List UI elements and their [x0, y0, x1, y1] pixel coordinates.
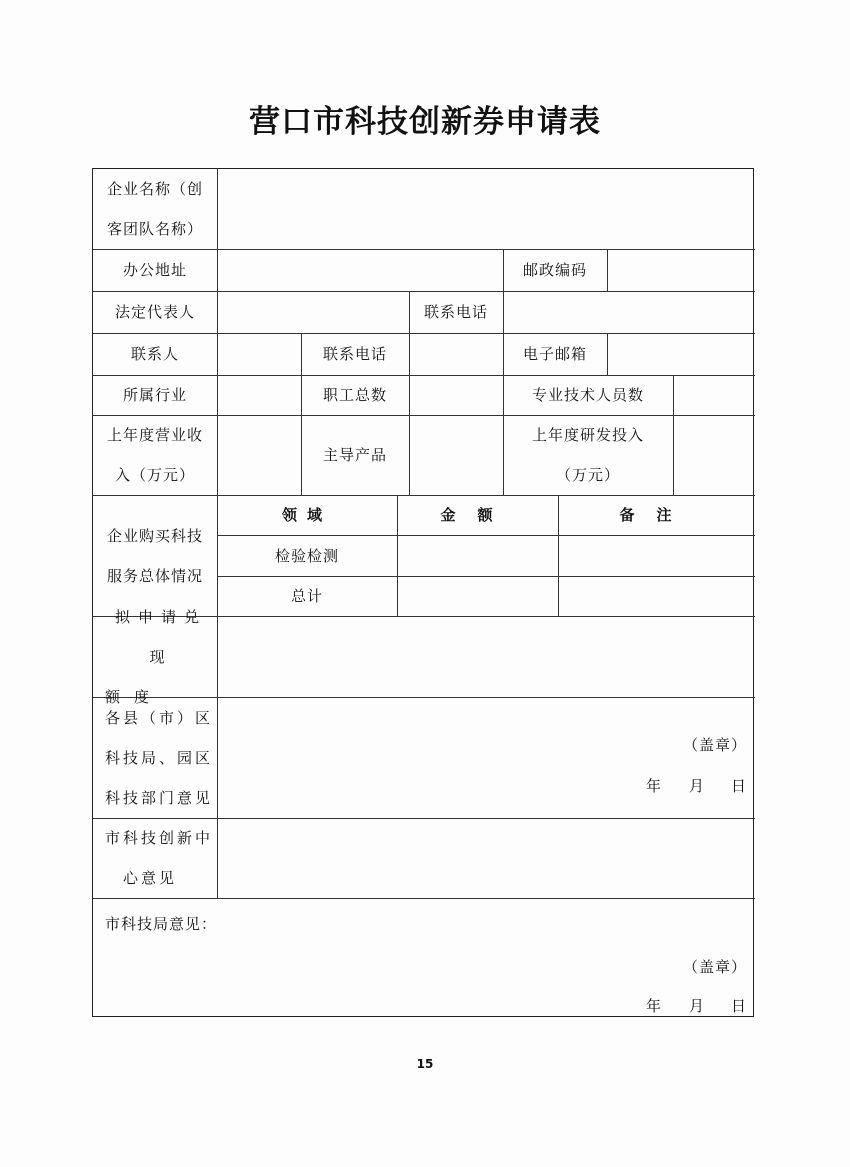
tech-staff-label: 专业技术人员数: [531, 386, 644, 404]
revenue-field[interactable]: [217, 415, 301, 495]
contact-person-field[interactable]: [217, 333, 301, 375]
remark-header: 备注: [619, 506, 694, 524]
contact-person-label: 联系人: [130, 345, 179, 363]
county-day-text: 日: [731, 777, 748, 795]
amount-header: 金额: [440, 506, 515, 524]
postal-code-field[interactable]: [607, 249, 755, 291]
inspection-label: 检验检测: [274, 546, 339, 565]
office-address-label: 办公地址: [122, 261, 187, 279]
field-header: 领域: [281, 506, 332, 524]
inspection-amount-field[interactable]: [397, 535, 558, 576]
apply-amount-label: 拟申请兑现 额度: [105, 607, 207, 706]
county-opinion-field[interactable]: [217, 697, 755, 818]
industry-field[interactable]: [217, 375, 301, 415]
contact-phone-label-2: 联系电话: [322, 345, 387, 363]
bureau-day-text: 日: [731, 997, 748, 1015]
email-field[interactable]: [607, 333, 755, 375]
company-name-label: 企业名称（创 客团队名称）: [106, 180, 203, 238]
apply-amount-field[interactable]: [217, 616, 755, 697]
tech-staff-field[interactable]: [673, 375, 755, 415]
bureau-year-text: 年: [646, 997, 663, 1015]
employees-field[interactable]: [409, 375, 503, 415]
postal-code-label: 邮政编码: [522, 261, 587, 279]
page-title: 营口市科技创新券申请表: [249, 104, 601, 140]
purchase-services-label: 企业购买科技 服务总体情况: [106, 526, 203, 585]
county-opinion-label: 各县（市）区 科技局、园区 科技部门意见: [105, 708, 214, 807]
bureau-opinion-label: 市科技局意见：: [105, 915, 218, 933]
center-opinion-field[interactable]: [217, 818, 755, 898]
employees-label: 职工总数: [322, 386, 387, 404]
legal-rep-label: 法定代表人: [114, 303, 195, 321]
bureau-seal-text: （盖章）: [683, 958, 748, 976]
industry-label: 所属行业: [122, 386, 187, 404]
email-label: 电子邮箱: [522, 345, 587, 363]
rd-investment-field[interactable]: [673, 415, 755, 495]
rd-investment-label: 上年度研发投入 （万元）: [531, 426, 644, 484]
legal-rep-field[interactable]: [217, 291, 409, 333]
company-name-field[interactable]: [217, 169, 755, 249]
county-seal-text: （盖章）: [683, 736, 748, 754]
total-label: 总计: [290, 587, 323, 605]
total-amount-field[interactable]: [397, 576, 558, 616]
contact-phone-field-2[interactable]: [409, 333, 503, 375]
office-address-field[interactable]: [217, 249, 503, 291]
page-number: 15: [416, 1057, 434, 1071]
contact-phone-field-1[interactable]: [503, 291, 755, 333]
main-product-field[interactable]: [409, 415, 503, 495]
county-month-text: 月: [689, 777, 706, 795]
main-product-label: 主导产品: [322, 446, 387, 464]
inspection-remark-field[interactable]: [558, 535, 755, 576]
center-opinion-label: 市科技创新中 心意见: [105, 829, 214, 887]
application-form-table: [92, 168, 754, 1017]
contact-phone-label-1: 联系电话: [423, 303, 488, 321]
county-year-text: 年: [646, 777, 663, 795]
total-remark-field[interactable]: [558, 576, 755, 616]
revenue-label: 上年度营业收 入（万元）: [106, 426, 203, 484]
bureau-month-text: 月: [689, 997, 706, 1015]
